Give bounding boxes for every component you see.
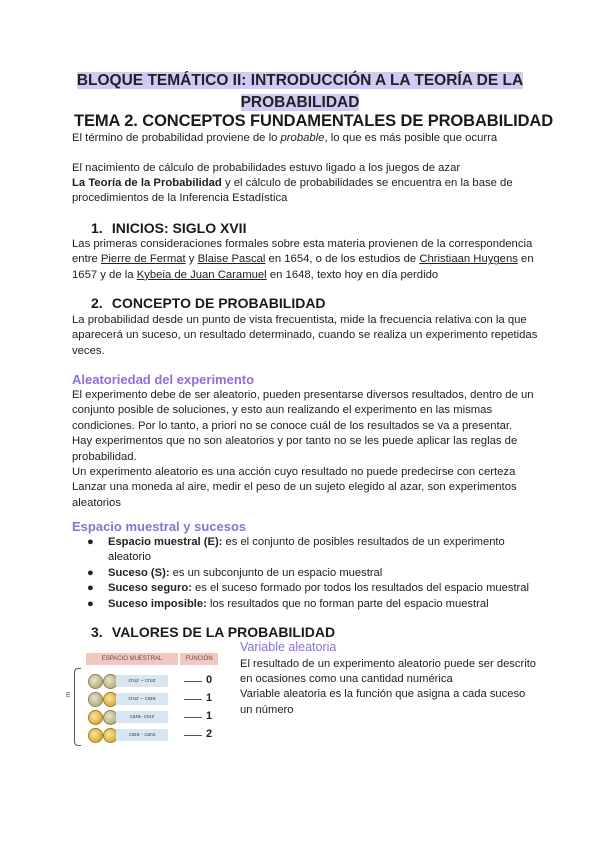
section-2-paragraph: La probabilidad desde un punto de vista frecuentista, mide la frecuencia relativa con la que aparecerá un suceso, un resultado determinado, cuando se realiza un experimento repetidas veces. <box>72 314 538 357</box>
coin-icon <box>88 692 103 707</box>
list-term: Suceso (S): <box>108 566 170 579</box>
subheading-espacio-muestral: Espacio muestral y sucesos <box>72 519 247 534</box>
link-pascal[interactable]: Blaise Pascal <box>197 253 266 266</box>
bullet-icon: ● <box>87 582 94 595</box>
arrow-icon <box>184 681 202 682</box>
link-fermat[interactable]: Pierre de Fermat <box>100 253 186 266</box>
aleatoriedad-text-1: El experimento debe de ser aleatorio, pueden presentarse diversos resultados, dentro de un conjunto posible de soluciones, y esto aun realizando el experimento en las mismas condiciones. Por lo tanto, a priori no se conoce cuál de los resultados se va a presentar. <box>72 389 534 432</box>
s1-text-4: en 1657 y de la <box>72 253 534 281</box>
bullet-icon: ● <box>87 536 94 548</box>
block-title-line1: BLOQUE TEMÁTICO II: INTRODUCCIÓN A LA TEORÍA DE LA <box>76 72 524 89</box>
variable-aleatoria-text-1: El resultado de un experimento aleatorio puede ser descrito en ocasiones como una cantidad numérica <box>240 658 537 686</box>
list-text: los resultados que no forman parte del espacio muestral <box>206 597 489 610</box>
block-title <box>60 70 540 114</box>
list-term: Espacio muestral (E): <box>108 536 223 548</box>
arrow-icon <box>184 735 202 736</box>
intro-text-end: , lo que es más posible que ocurra <box>324 132 498 144</box>
sucesos-list <box>72 535 542 612</box>
s1-text-3: en 1654, o de los estudios de <box>265 253 420 266</box>
s1-text-2: y <box>185 253 198 266</box>
outcome-label: cara - cara <box>116 729 168 741</box>
block-title-line2: PROBABILIDAD <box>240 94 360 111</box>
arrow-icon <box>184 699 202 700</box>
aleatoriedad-paragraph <box>72 388 538 511</box>
tema-heading: TEMA 2. CONCEPTOS FUNDAMENTALES DE PROBABILIDAD <box>74 112 554 130</box>
section-2-heading <box>91 295 326 311</box>
list-text: es un subconjunto de un espacio muestral <box>169 566 383 579</box>
aleatoriedad-text-2: Hay experimentos que no son aleatorios y por tanto no se les puede aplicar las reglas de probabilidad. <box>72 435 518 463</box>
list-term: Suceso imposible: <box>108 597 207 610</box>
intro-paragraph-1 <box>72 131 538 146</box>
section-1-title: INICIOS: SIGLO XVII <box>111 220 247 236</box>
section-3-title: VALORES DE LA PROBABILIDAD <box>111 624 336 640</box>
function-value: 1 <box>206 692 213 704</box>
section-3-heading <box>91 624 335 640</box>
outcome-label: cruz – cruz <box>116 675 168 687</box>
function-value: 0 <box>206 674 213 686</box>
arrow-icon <box>184 717 202 718</box>
variable-aleatoria-paragraph <box>240 657 540 718</box>
section-1-number: 1. <box>91 220 103 236</box>
subheading-aleatoriedad: Aleatoriedad del experimento <box>72 372 255 387</box>
variable-aleatoria-text-2: Variable aleatoria es la función que asigna a cada suceso un número <box>240 688 526 716</box>
list-text: es el conjunto de posibles resultados de un experimento aleatorio <box>108 536 505 564</box>
list-term: Suceso seguro: <box>108 582 192 595</box>
section-1-paragraph <box>72 237 538 283</box>
random-variable-figure <box>66 650 230 750</box>
s1-text-1: Las primeras consideraciones formales sobre esta materia provienen de la correspondencia entre <box>72 238 533 266</box>
coin-icon <box>88 710 103 725</box>
bullet-icon: ● <box>87 597 94 610</box>
aleatoriedad-text-4: Lanzar una moneda al aire, medir el peso de un sujeto elegido al azar, son experimentos aleatorios <box>72 481 517 509</box>
aleatoriedad-text-3: Un experimento aleatorio es una acción cuyo resultado no puede predecirse con certeza <box>72 466 516 479</box>
intro-text: El término de probabilidad proviene de lo <box>72 132 281 144</box>
intro-paragraph-3-text: y el cálculo de probabilidades se encuentra en la base de procedimientos de la Inferencia Estadística <box>72 177 513 205</box>
coin-icon <box>88 674 103 689</box>
intro-emphasis: probable <box>280 132 325 144</box>
section-2-title: CONCEPTO DE PROBABILIDAD <box>111 295 326 311</box>
subheading-variable-aleatoria: Variable aleatoria <box>240 640 337 654</box>
intro-paragraph-3 <box>72 176 538 207</box>
figure-header-function: FUNCIÓN <box>180 653 218 665</box>
list-item <box>72 566 542 581</box>
section-1-heading <box>91 220 246 236</box>
figure-header-sample-space: ESPACIO MUESTRAL <box>86 653 178 665</box>
list-item <box>72 581 542 596</box>
bullet-icon: ● <box>87 566 94 579</box>
outcome-label: cara- cruz <box>116 711 168 723</box>
section-2-number: 2. <box>91 295 103 311</box>
outcome-label: cruz – cara <box>116 693 168 705</box>
function-value: 2 <box>206 728 213 740</box>
intro-bold-term: La Teoría de la Probabilidad <box>72 177 222 189</box>
brace-icon <box>74 668 81 746</box>
link-huygens[interactable]: Christiaan Huygens <box>419 253 518 266</box>
link-caramuel[interactable]: Kybeia de Juan Caramuel <box>136 268 267 281</box>
s1-text-5: en 1648, texto hoy en día perdido <box>266 268 439 281</box>
intro-paragraph-2: El nacimiento de cálculo de probabilidades estuvo ligado a los juegos de azar <box>72 162 461 174</box>
coin-icon <box>88 728 103 743</box>
list-item <box>72 535 542 566</box>
figure-e-label: E <box>66 692 71 699</box>
list-text: es el suceso formado por todos los resultados del espacio muestral <box>191 582 529 595</box>
section-3-number: 3. <box>91 624 103 640</box>
list-item <box>72 597 542 612</box>
function-value: 1 <box>206 710 213 722</box>
